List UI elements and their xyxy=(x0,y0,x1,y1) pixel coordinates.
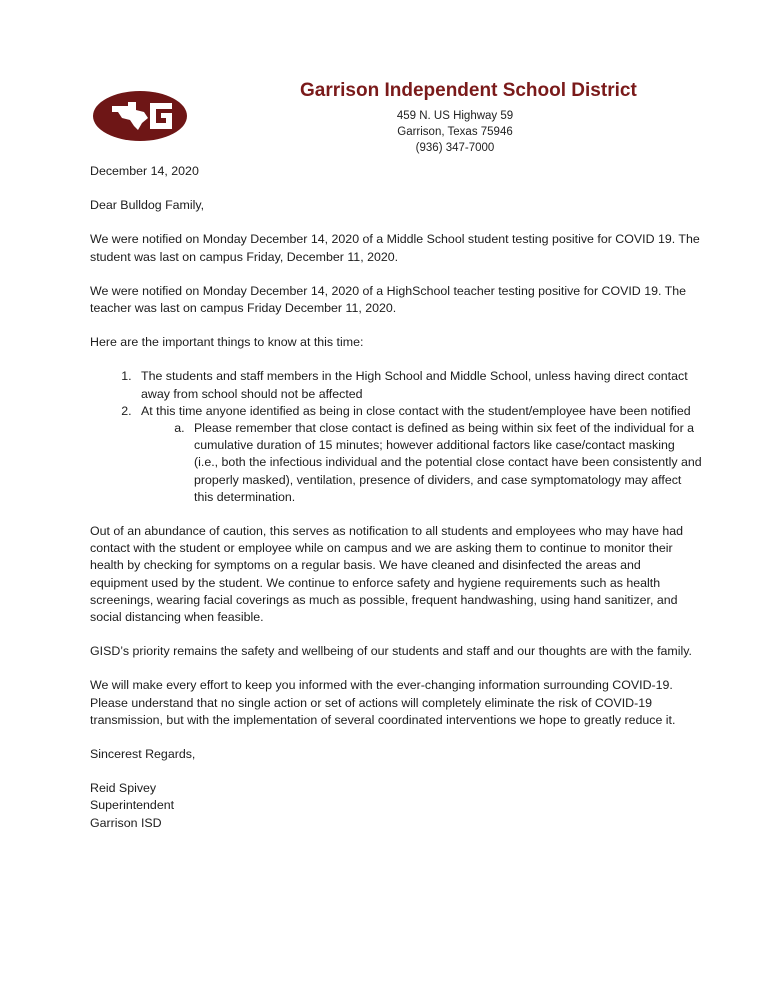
district-logo xyxy=(92,90,188,142)
paragraph-priority: GISD’s priority remains the safety and wellbeing of our students and staff and our thoughts are with the family. xyxy=(90,644,692,659)
list-item xyxy=(135,368,702,402)
letter-date: December 14, 2020 xyxy=(90,164,199,178)
signer-org: Garrison ISD xyxy=(90,815,162,830)
key-points-list xyxy=(90,368,702,506)
list-item-text: At this time anyone identified as being in close contact with the student/employee have been notified xyxy=(141,403,691,418)
paragraph-teacher-case: We were notified on Monday December 14, 2020 of a HighSchool teacher testing positive for COVID 19. The teacher was last on campus Friday December 11, 2020. xyxy=(90,283,686,316)
paragraph-student-case: We were notified on Monday December 14, 2020 of a Middle School student testing positive for COVID 19. The student was last on campus Friday, December 11, 2020. xyxy=(90,232,700,264)
list-item-text: The students and staff members in the High School and Middle School, unless having direct contact away from school should not be affected xyxy=(141,369,688,401)
sub-list-item-text: Please remember that close contact is defined as being within six feet of the individual for a cumulative duration of 15 minutes; however additional factors like case/contact masking (i.e., both the infectious individual and the potential close contact have been consistently and properly masked), ventilation, presence of dividers, and case symptomatology may affect this determination. xyxy=(194,421,702,504)
signer-title: Superintendent xyxy=(90,798,175,813)
sub-list xyxy=(141,420,702,506)
paragraph-updates: We will make every effort to keep you informed with the ever-changing information surrounding COVID-19. Please understand that no single action or set of actions will completely eliminate the risk of COVID-19 transmission, but with the implementation of several coordinated interventions we hope to greatly reduce it. xyxy=(90,678,676,727)
salutation: Dear Bulldog Family, xyxy=(90,198,205,213)
list-item xyxy=(135,403,702,506)
paragraph-caution: Out of an abundance of caution, this serves as notification to all students and employees who may have had contact with the student or employee while on campus and we are asking them to continue to monitor their health by checking for symptoms on a regular basis. We have cleaned and disinfected the areas and equipment used by the student. We continue to enforce safety and hygiene requirements such as health screenings, wearing facial coverings as much as possible, frequent handwashing, using hand sanitizer, and social distancing when feasible. xyxy=(90,524,684,625)
address-line-1: 459 N. US Highway 59 xyxy=(396,110,514,122)
address-line-2: Garrison, Texas 75946 xyxy=(397,126,513,138)
district-address xyxy=(380,108,530,156)
district-name: Garrison Independent School District xyxy=(300,80,637,101)
list-intro: Here are the important things to know at this time: xyxy=(90,335,364,350)
closing: Sincerest Regards, xyxy=(90,747,196,762)
district-phone: (936) 347-7000 xyxy=(415,142,495,154)
sub-list-item xyxy=(188,420,702,506)
letter-body xyxy=(90,163,702,832)
signer-name: Reid Spivey xyxy=(90,781,157,796)
